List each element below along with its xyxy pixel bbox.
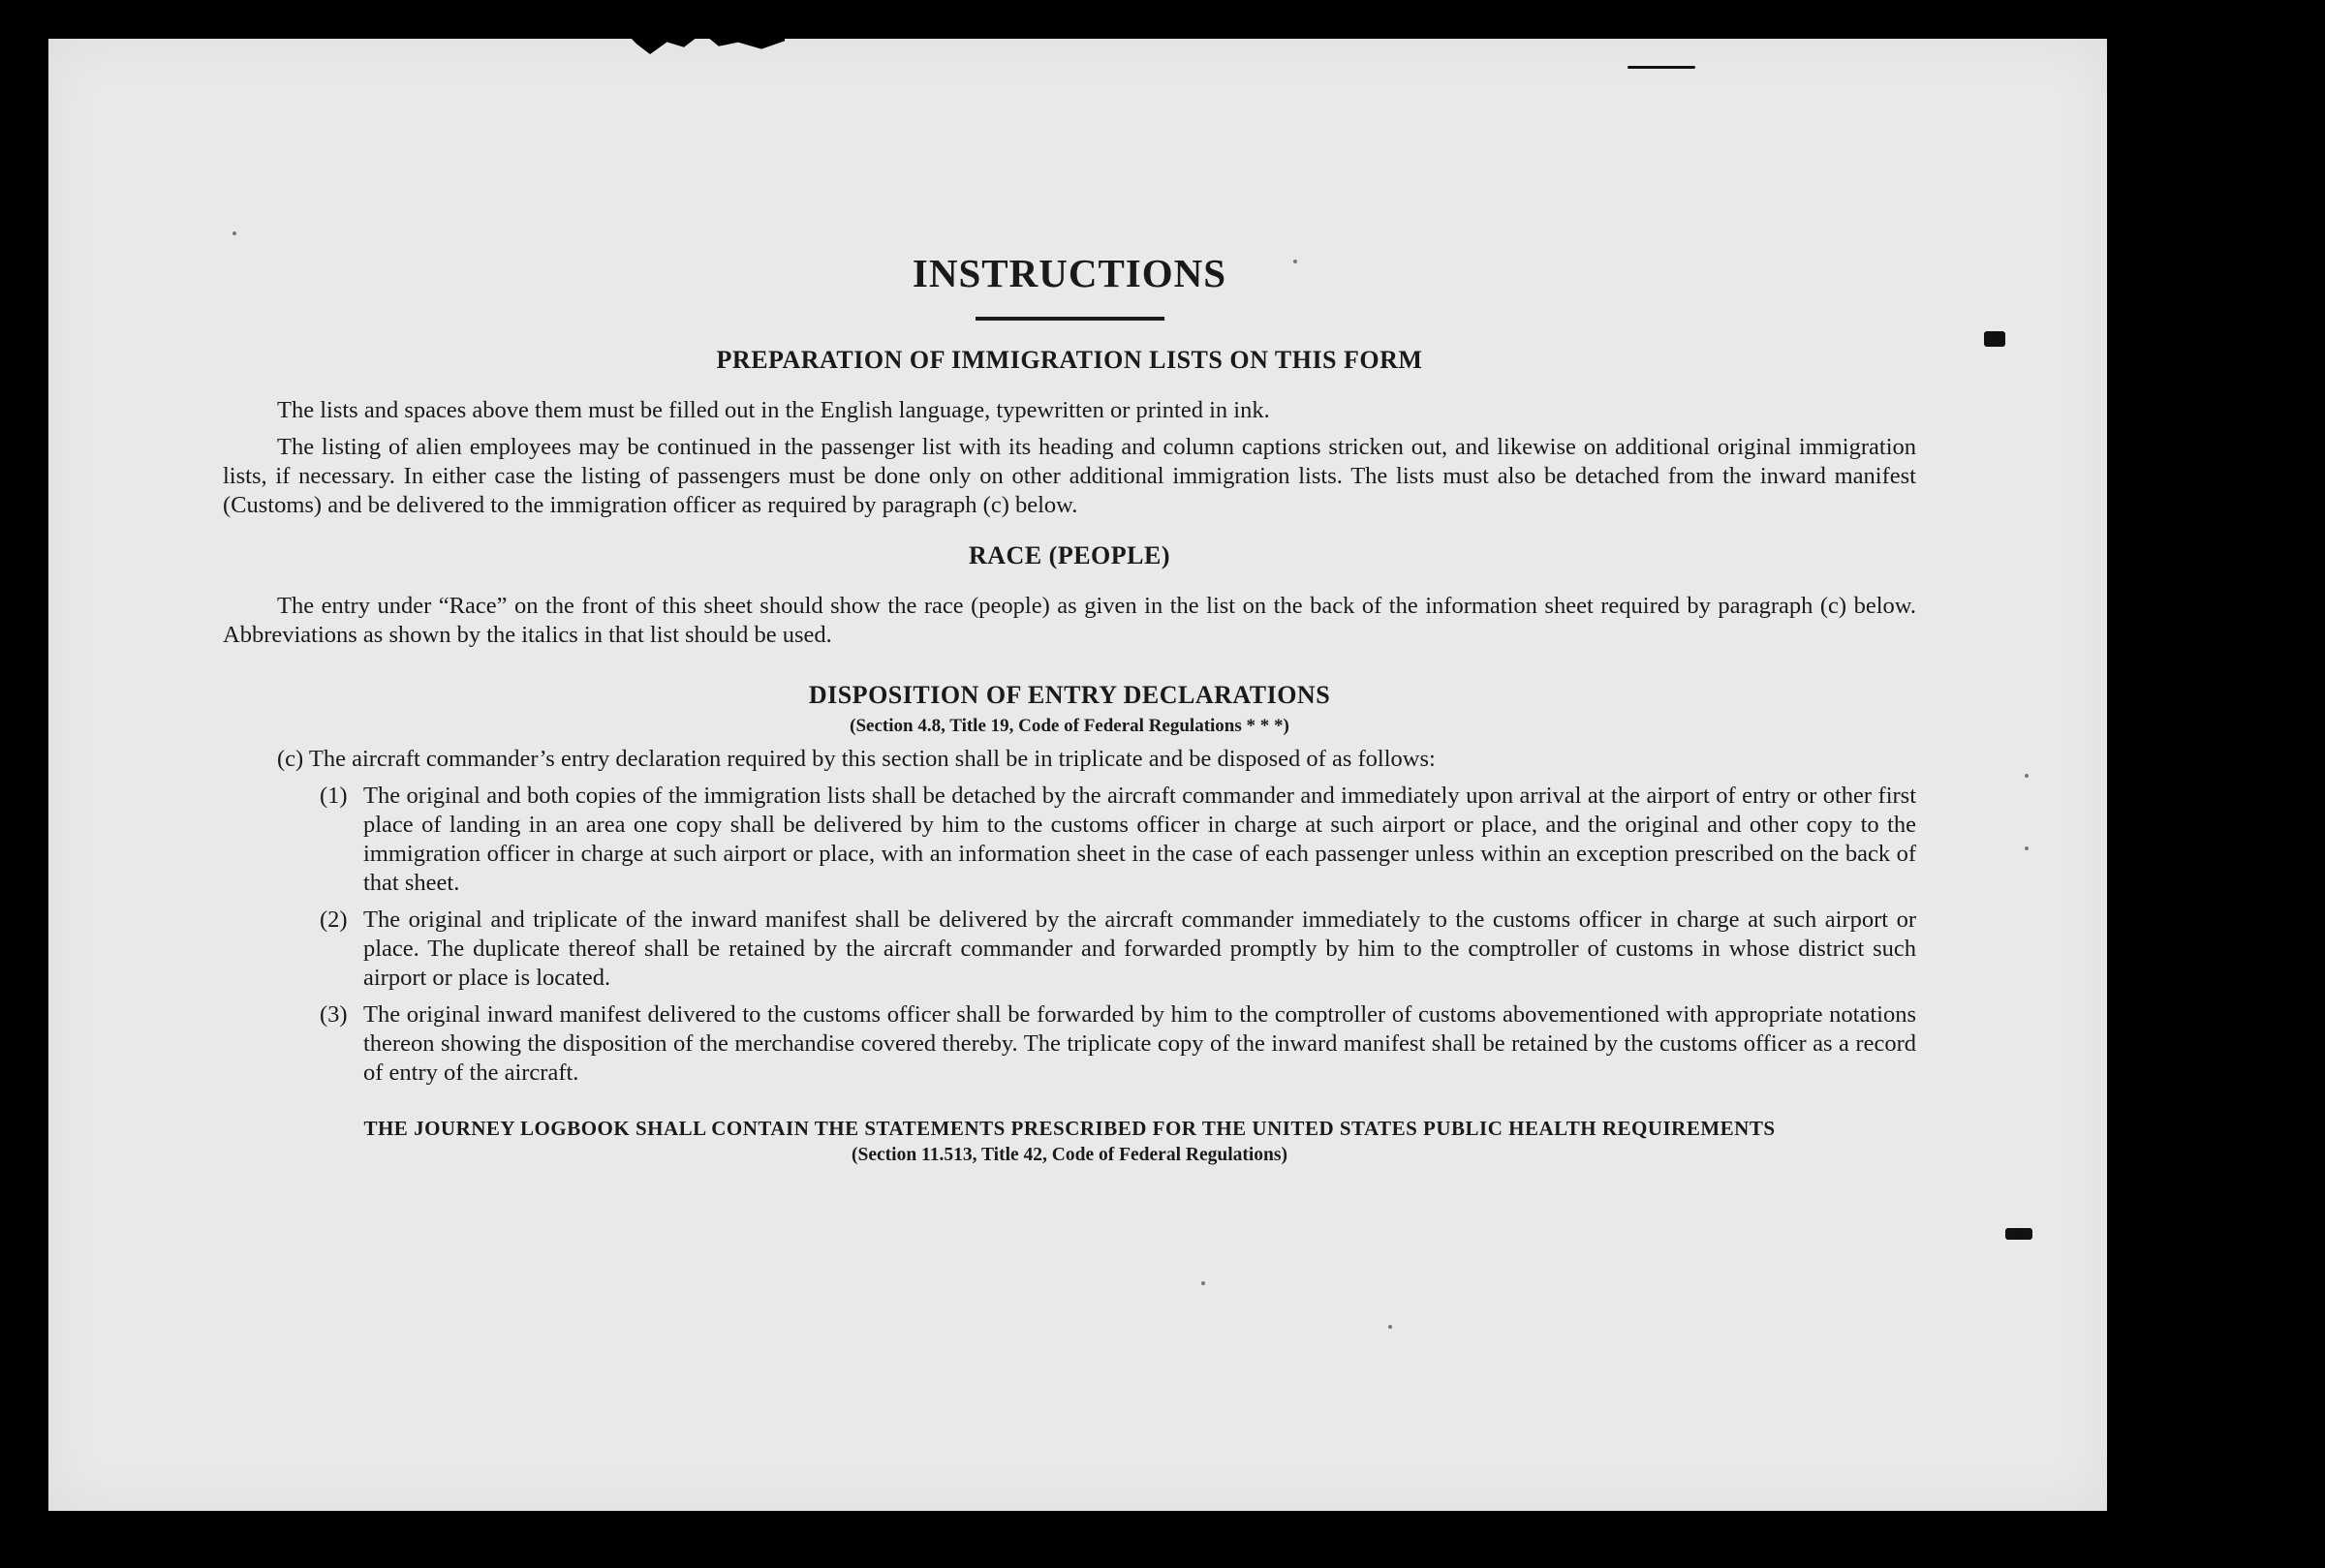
list-item-text: The original and both copies of the immigration lists shall be detached by the aircraft commander and immediately upon arrival at the airport of entry or other first place of landing in an area one copy shall be delivered by him to the customs officer in charge at such airport or place, and the original and other copy to the immigration officer in charge at such airport or place, with an information sheet in the case of each passenger unless within an exception prescribed on the back of that sheet. — [363, 782, 1916, 896]
race-heading: RACE (PEOPLE) — [969, 540, 1170, 569]
list-item-number: (3) — [320, 1000, 348, 1028]
list-item — [320, 782, 1916, 898]
speck — [1388, 1325, 1392, 1329]
speck — [1201, 1281, 1205, 1285]
speck — [2025, 846, 2029, 850]
preparation-paragraph-2: The listing of alien employees may be continued in the passenger list with its heading and column captions stricken out, and likewise on additional original immigration lists, if necessary. In either case the listing of passengers must be done only on other additional immigration lists. The lists must also be detached from the inward manifest (Customs) and be delivered to the immigration officer as required by paragraph (c) below. — [223, 433, 1916, 518]
edge-mark — [1628, 66, 1695, 69]
torn-edge — [707, 37, 785, 50]
preparation-paragraph-1: The lists and spaces above them must be filled out in the English language, typewritten or printed in ink. — [277, 396, 1270, 423]
ink-blot — [1984, 331, 2005, 347]
torn-edge — [630, 37, 698, 54]
list-item-text: The original inward manifest delivered to the customs officer shall be forwarded by him to the comptroller of customs abovementioned with appropriate notations thereon showing the disposition of the merchandise covered thereby. The triplicate copy of the inward manifest shall be retained by the customs officer as a record of entry of the aircraft. — [363, 1000, 1916, 1086]
disposition-heading: DISPOSITION OF ENTRY DECLARATIONS — [808, 680, 1331, 709]
speck — [2025, 774, 2029, 778]
page-title: INSTRUCTIONS — [912, 251, 1227, 295]
title-rule — [976, 317, 1164, 321]
instructions-content — [223, 250, 1916, 1166]
list-item-number: (1) — [320, 782, 348, 809]
list-item — [320, 906, 1916, 993]
closing-statement: THE JOURNEY LOGBOOK SHALL CONTAIN THE STATEMENTS PRESCRIBED FOR THE UNITED STATES PUBLIC HEALTH REQUIREMENTS — [363, 1116, 1776, 1140]
ink-blot — [2005, 1228, 2032, 1240]
list-item-text: The original and triplicate of the inward manifest shall be delivered by the aircraft commander immediately to the customs officer in charge at such airport or place. The duplicate thereof shall be retained by the aircraft commander and forwarded promptly by him to the comptroller of customs in whose district such airport or place is located. — [363, 906, 1916, 991]
disposition-citation: (Section 4.8, Title 19, Code of Federal Regulations * * *) — [850, 715, 1289, 736]
list-item-number: (2) — [320, 906, 348, 933]
closing-citation: (Section 11.513, Title 42, Code of Federal Regulations) — [852, 1144, 1287, 1165]
list-item — [320, 1000, 1916, 1088]
document-sheet — [48, 39, 2107, 1511]
speck — [232, 231, 236, 235]
preparation-heading: PREPARATION OF IMMIGRATION LISTS ON THIS FORM — [716, 346, 1423, 375]
race-paragraph: The entry under “Race” on the front of this sheet should show the race (people) as given in the list on the back of the information sheet required by paragraph (c) below. Abbreviations as shown by the italics in that list should be used. — [223, 592, 1916, 648]
disposition-intro: (c) The aircraft commander’s entry declaration required by this section shall be in triplicate and be disposed of as follows: — [277, 745, 1436, 772]
